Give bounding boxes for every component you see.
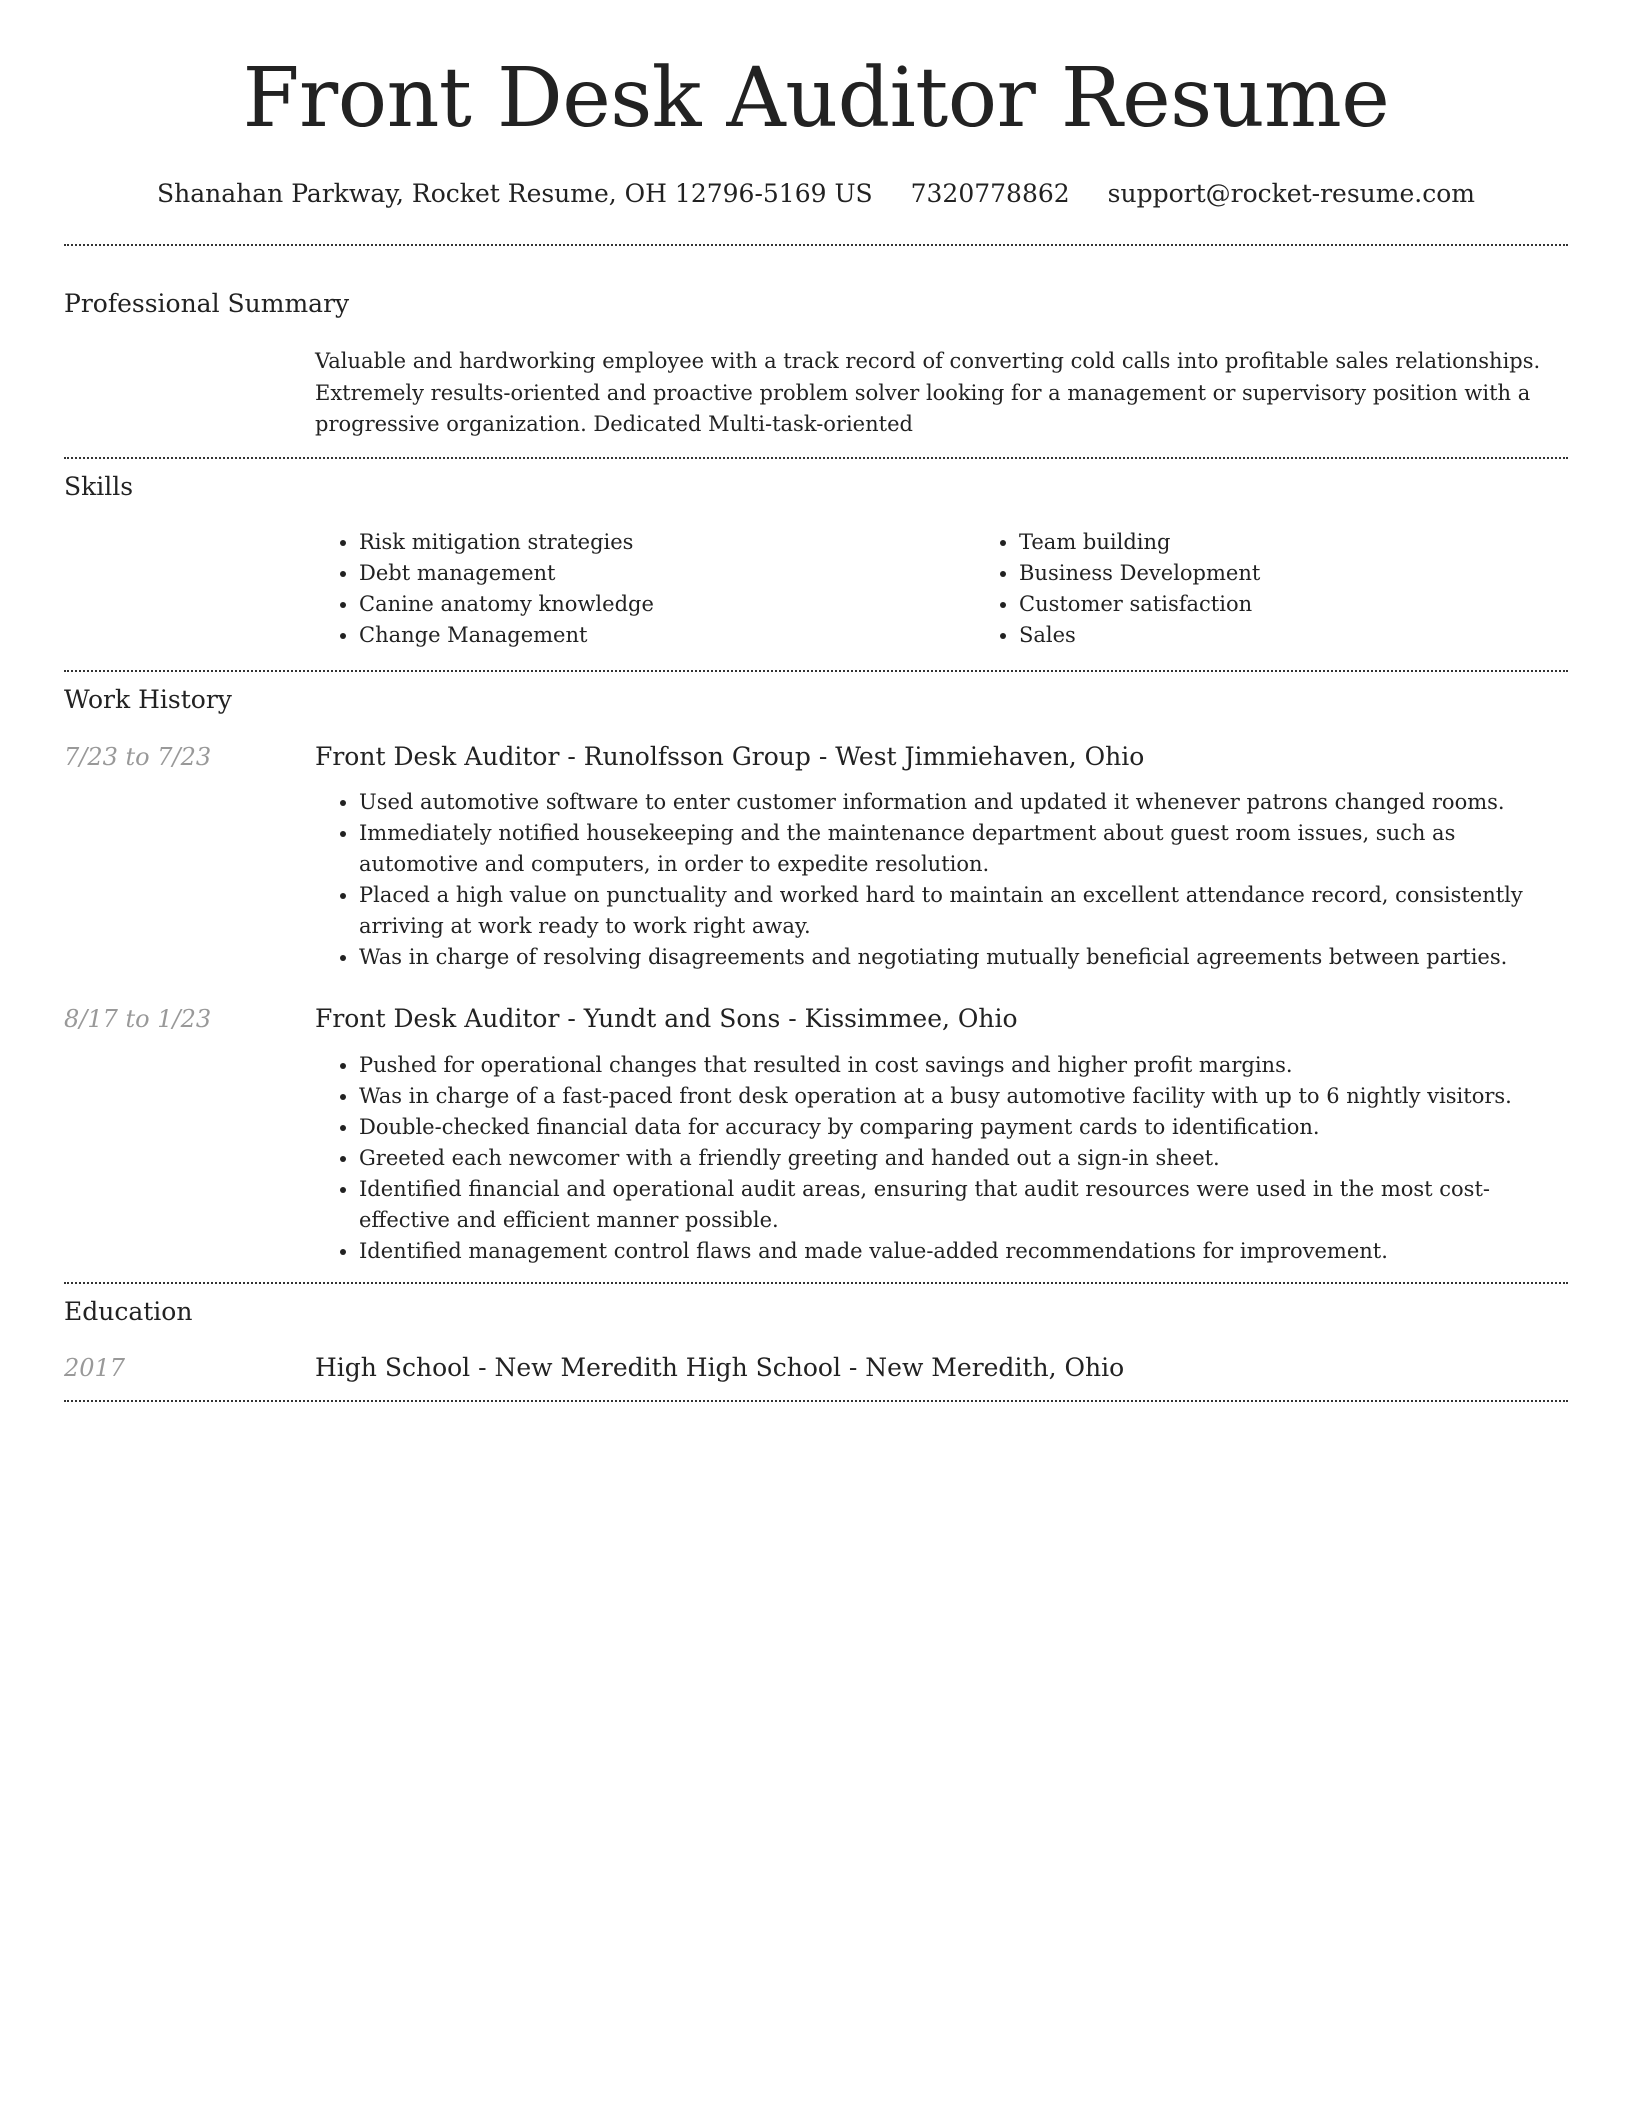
skills-list-left: [315, 527, 975, 651]
job-bullet: • Pushed for operational changes that resulted in cost savings and higher profit margins.: [359, 1050, 1568, 1081]
contact-email: support@rocket-resume.com: [1107, 179, 1475, 209]
education-year: 2017: [64, 1354, 126, 1383]
job-title: Front Desk Auditor - Yundt and Sons - Kissimmee, Ohio: [315, 1004, 1018, 1034]
job-bullet: • Greeted each newcomer with a friendly greeting and handed out a sign-in sheet.: [359, 1143, 1568, 1174]
job-bullets: [315, 1050, 1568, 1267]
skill-item: • Risk mitigation strategies: [359, 527, 975, 558]
section-heading-education: Education: [64, 1296, 193, 1326]
job-entry: [64, 741, 1568, 974]
divider: [64, 1400, 1568, 1402]
job-entry: [64, 1003, 1568, 1267]
skill-item: • Canine anatomy knowledge: [359, 589, 975, 620]
job-bullet: • Double-checked financial data for accuracy by comparing payment cards to identification.: [359, 1112, 1568, 1143]
skill-item: • Debt management: [359, 558, 975, 589]
skill-item: • Team building: [1019, 527, 1632, 558]
divider: [64, 457, 1568, 459]
skills-row: [64, 527, 1568, 651]
section-heading-work: Work History: [64, 685, 232, 715]
job-bullet: • Identified financial and operational audit areas, ensuring that audit resources were used in the most cost-effective and efficient manner possible.: [359, 1174, 1568, 1236]
skill-item: • Business Development: [1019, 558, 1632, 589]
job-bullet: • Used automotive software to enter customer information and updated it whenever patrons changed rooms.: [359, 787, 1568, 818]
section-heading-skills: Skills: [64, 471, 134, 501]
education-title: High School - New Meredith High School - New Meredith, Ohio: [315, 1353, 1125, 1383]
job-bullet: • Immediately notified housekeeping and the maintenance department about guest room issues, such as automotive and computers, in order to expedite resolution.: [359, 818, 1568, 880]
job-bullet: • Identified management control flaws and made value-added recommendations for improvement.: [359, 1236, 1568, 1267]
resume-title: Front Desk Auditor Resume: [242, 51, 1390, 146]
job-dates: 8/17 to 1/23: [64, 1005, 212, 1034]
contact-line: [64, 178, 1568, 211]
education-entry: [64, 1352, 1568, 1385]
skill-item: • Change Management: [359, 620, 975, 651]
divider: [64, 244, 1568, 246]
contact-phone: 7320778862: [910, 179, 1070, 209]
skill-item: • Sales: [1019, 620, 1632, 651]
contact-address: Shanahan Parkway, Rocket Resume, OH 12796-5169 US: [157, 179, 873, 209]
job-bullet: • Placed a high value on punctuality and worked hard to maintain an excellent attendance record, consistently arriving at work ready to work right away.: [359, 880, 1568, 942]
job-bullet: • Was in charge of resolving disagreements and negotiating mutually beneficial agreements between parties.: [359, 942, 1568, 973]
section-heading-summary: Professional Summary: [64, 288, 350, 318]
skills-list-right: [975, 527, 1632, 651]
job-bullets: [315, 787, 1568, 973]
skill-item: • Customer satisfaction: [1019, 589, 1632, 620]
job-title: Front Desk Auditor - Runolfsson Group - West Jimmiehaven, Ohio: [315, 741, 1145, 771]
job-dates: 7/23 to 7/23: [64, 742, 212, 771]
job-bullet: • Was in charge of a fast-paced front desk operation at a busy automotive facility with up to 6 nightly visitors.: [359, 1081, 1568, 1112]
divider: [64, 670, 1568, 672]
divider: [64, 1282, 1568, 1284]
summary-row: [64, 346, 1568, 441]
summary-text: Valuable and hardworking employee with a track record of converting cold calls into profitable sales relationships. Extremely results-oriented and proactive problem solver looking for a management or supervisory position with a progressive organization. Dedicated Multi-task-oriented: [315, 349, 1541, 437]
